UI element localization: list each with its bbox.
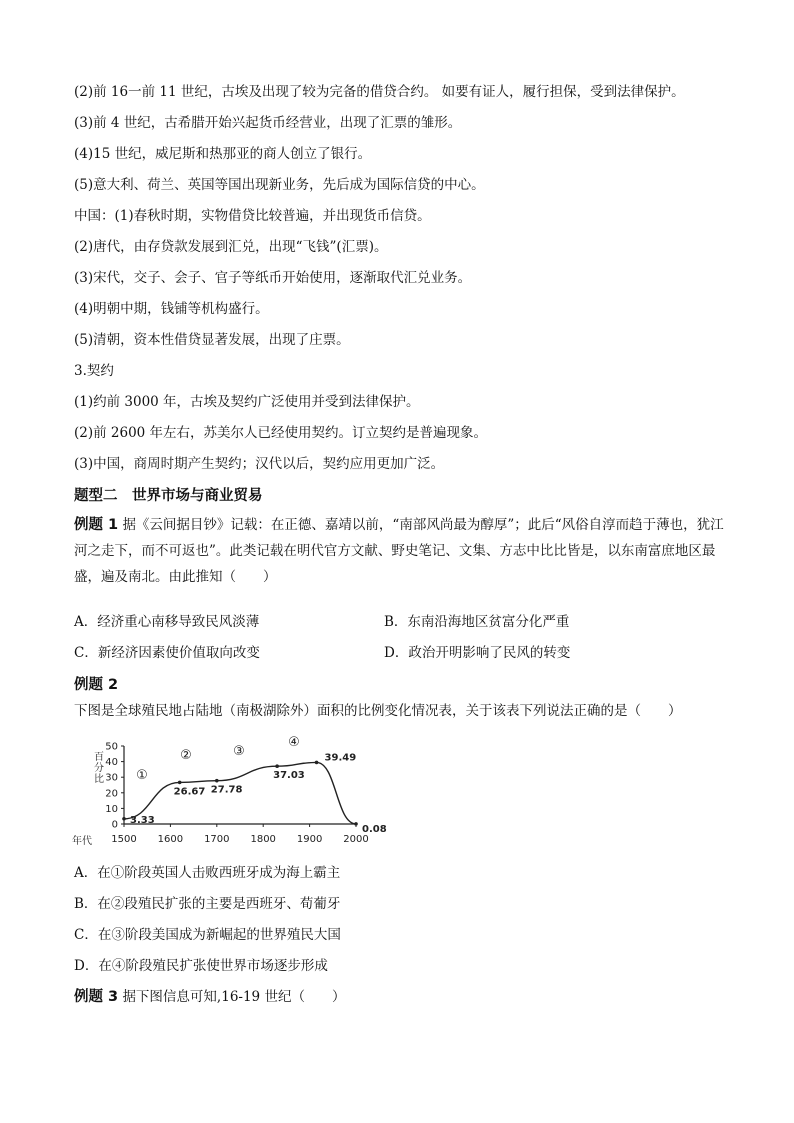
y-tick-label: 0 bbox=[111, 819, 118, 831]
question-2-label: 例题 2 bbox=[74, 677, 119, 693]
x-tick-label: 1600 bbox=[157, 834, 184, 845]
question-3-label: 例题 3 bbox=[74, 989, 119, 1005]
question-1-label: 例题 1 bbox=[74, 517, 119, 533]
y-tick-label: 30 bbox=[105, 772, 118, 784]
question-2-text: 下图是全球殖民地占陆地（南极湖除外）面积的比例变化情况表，关于该表下列说法正确的是（ ） bbox=[74, 703, 682, 719]
question-3-text: 据下图信息可知,16-19 世纪（ ） bbox=[122, 989, 346, 1005]
data-label: 27.78 bbox=[210, 784, 243, 796]
text-line: (2)唐代，由存贷款发展到汇兑，出现“飞钱”(汇票)。 bbox=[74, 239, 388, 255]
text-line: (4)15 世纪，威尼斯和热那亚的商人创立了银行。 bbox=[74, 146, 372, 162]
x-tick-label: 1900 bbox=[296, 834, 323, 845]
text-line: (5)清朝，资本性借贷显著发展，出现了庄票。 bbox=[74, 332, 350, 348]
chart-data-labels bbox=[130, 752, 387, 834]
y-tick-label: 10 bbox=[105, 803, 118, 815]
text-line: 3.契约 bbox=[74, 363, 114, 379]
data-point bbox=[178, 781, 182, 785]
question-1 bbox=[74, 512, 724, 590]
x-tick-label: 1500 bbox=[111, 834, 137, 845]
text-line: (1)约前 3000 年，古埃及契约广泛使用并受到法律保护。 bbox=[74, 394, 420, 410]
question-2 bbox=[74, 672, 724, 724]
colony-area-chart bbox=[72, 736, 392, 852]
data-point bbox=[315, 761, 319, 765]
question-1-text: 据《云间据目钞》记载：在正德、嘉靖以前，“南部风尚最为醇厚”；此后“风俗自淳而趋于薄也，犹江河之走下，而不可返也”。此类记载在明代官方文献、野史笔记、文集、方志中比比皆是，以东南富庶地区最盛，遍及南北。由此推知（ ） bbox=[74, 517, 724, 585]
data-point bbox=[275, 764, 279, 768]
data-label: 3.33 bbox=[130, 814, 155, 826]
q1-option-a: A．经济重心南移导致民风淡薄 bbox=[74, 614, 260, 630]
q2-option-d: D．在④阶段殖民扩张使世界市场逐步形成 bbox=[74, 958, 328, 974]
q2-option-a: A．在①阶段英国人击败西班牙成为海上霸主 bbox=[74, 865, 341, 881]
q2-option-c: C．在③阶段美国成为新崛起的世界殖民大国 bbox=[74, 927, 341, 943]
y-tick-label: 40 bbox=[105, 757, 118, 769]
stage-marker: ④ bbox=[288, 736, 300, 750]
x-axis-label: 年代 bbox=[72, 836, 92, 847]
text-line: (3)前 4 世纪，古希腊开始兴起货币经营业，出现了汇票的雏形。 bbox=[74, 115, 462, 131]
stage-marker: ① bbox=[136, 768, 148, 783]
data-label: 39.49 bbox=[324, 752, 357, 764]
data-point bbox=[354, 822, 358, 826]
q1-option-b: B．东南沿海地区贫富分化严重 bbox=[384, 614, 570, 630]
q1-option-d: D．政治开明影响了民风的转变 bbox=[384, 645, 571, 661]
y-tick-label: 50 bbox=[105, 741, 118, 753]
q1-option-c: C．新经济因素使价值取向改变 bbox=[74, 645, 260, 661]
section-heading: 题型二 世界市场与商业贸易 bbox=[74, 488, 263, 504]
text-line: (2)前 16一前 11 世纪，古埃及出现了较为完备的借贷合约。 如要有证人，履行担保，受到法律保护。 bbox=[74, 84, 685, 100]
y-axis-label: 百分比 bbox=[94, 752, 104, 785]
text-line: (2)前 2600 年左右，苏美尔人已经使用契约。订立契约是普遍现象。 bbox=[74, 425, 488, 441]
stage-marker: ② bbox=[180, 748, 192, 763]
x-tick-label: 1700 bbox=[204, 834, 230, 845]
question-3 bbox=[74, 988, 345, 1006]
data-point bbox=[122, 817, 126, 821]
text-line: 中国：(1)春秋时期，实物借贷比较普遍，并出现货币信贷。 bbox=[74, 208, 431, 224]
text-line: (4)明朝中期，钱铺等机构盛行。 bbox=[74, 301, 269, 317]
x-tick-label: 1800 bbox=[250, 834, 276, 845]
stage-marker: ③ bbox=[233, 744, 245, 759]
data-label: 37.03 bbox=[273, 770, 305, 782]
data-label: 26.67 bbox=[173, 786, 206, 798]
text-line: (5)意大利、荷兰、英国等国出现新业务，先后成为国际信贷的中心。 bbox=[74, 177, 485, 193]
data-point bbox=[215, 779, 219, 783]
q2-option-b: B．在②段殖民扩张的主要是西班牙、荀葡牙 bbox=[74, 896, 341, 912]
text-line: (3)中国，商周时期产生契约；汉代以后，契约应用更加广泛。 bbox=[74, 456, 445, 472]
y-tick-label: 20 bbox=[105, 788, 118, 800]
data-label: 0.08 bbox=[362, 823, 387, 835]
x-tick-label: 2000 bbox=[343, 834, 369, 845]
text-line: (3)宋代，交子、会子、官子等纸币开始使用，逐渐取代汇兑业务。 bbox=[74, 270, 472, 286]
